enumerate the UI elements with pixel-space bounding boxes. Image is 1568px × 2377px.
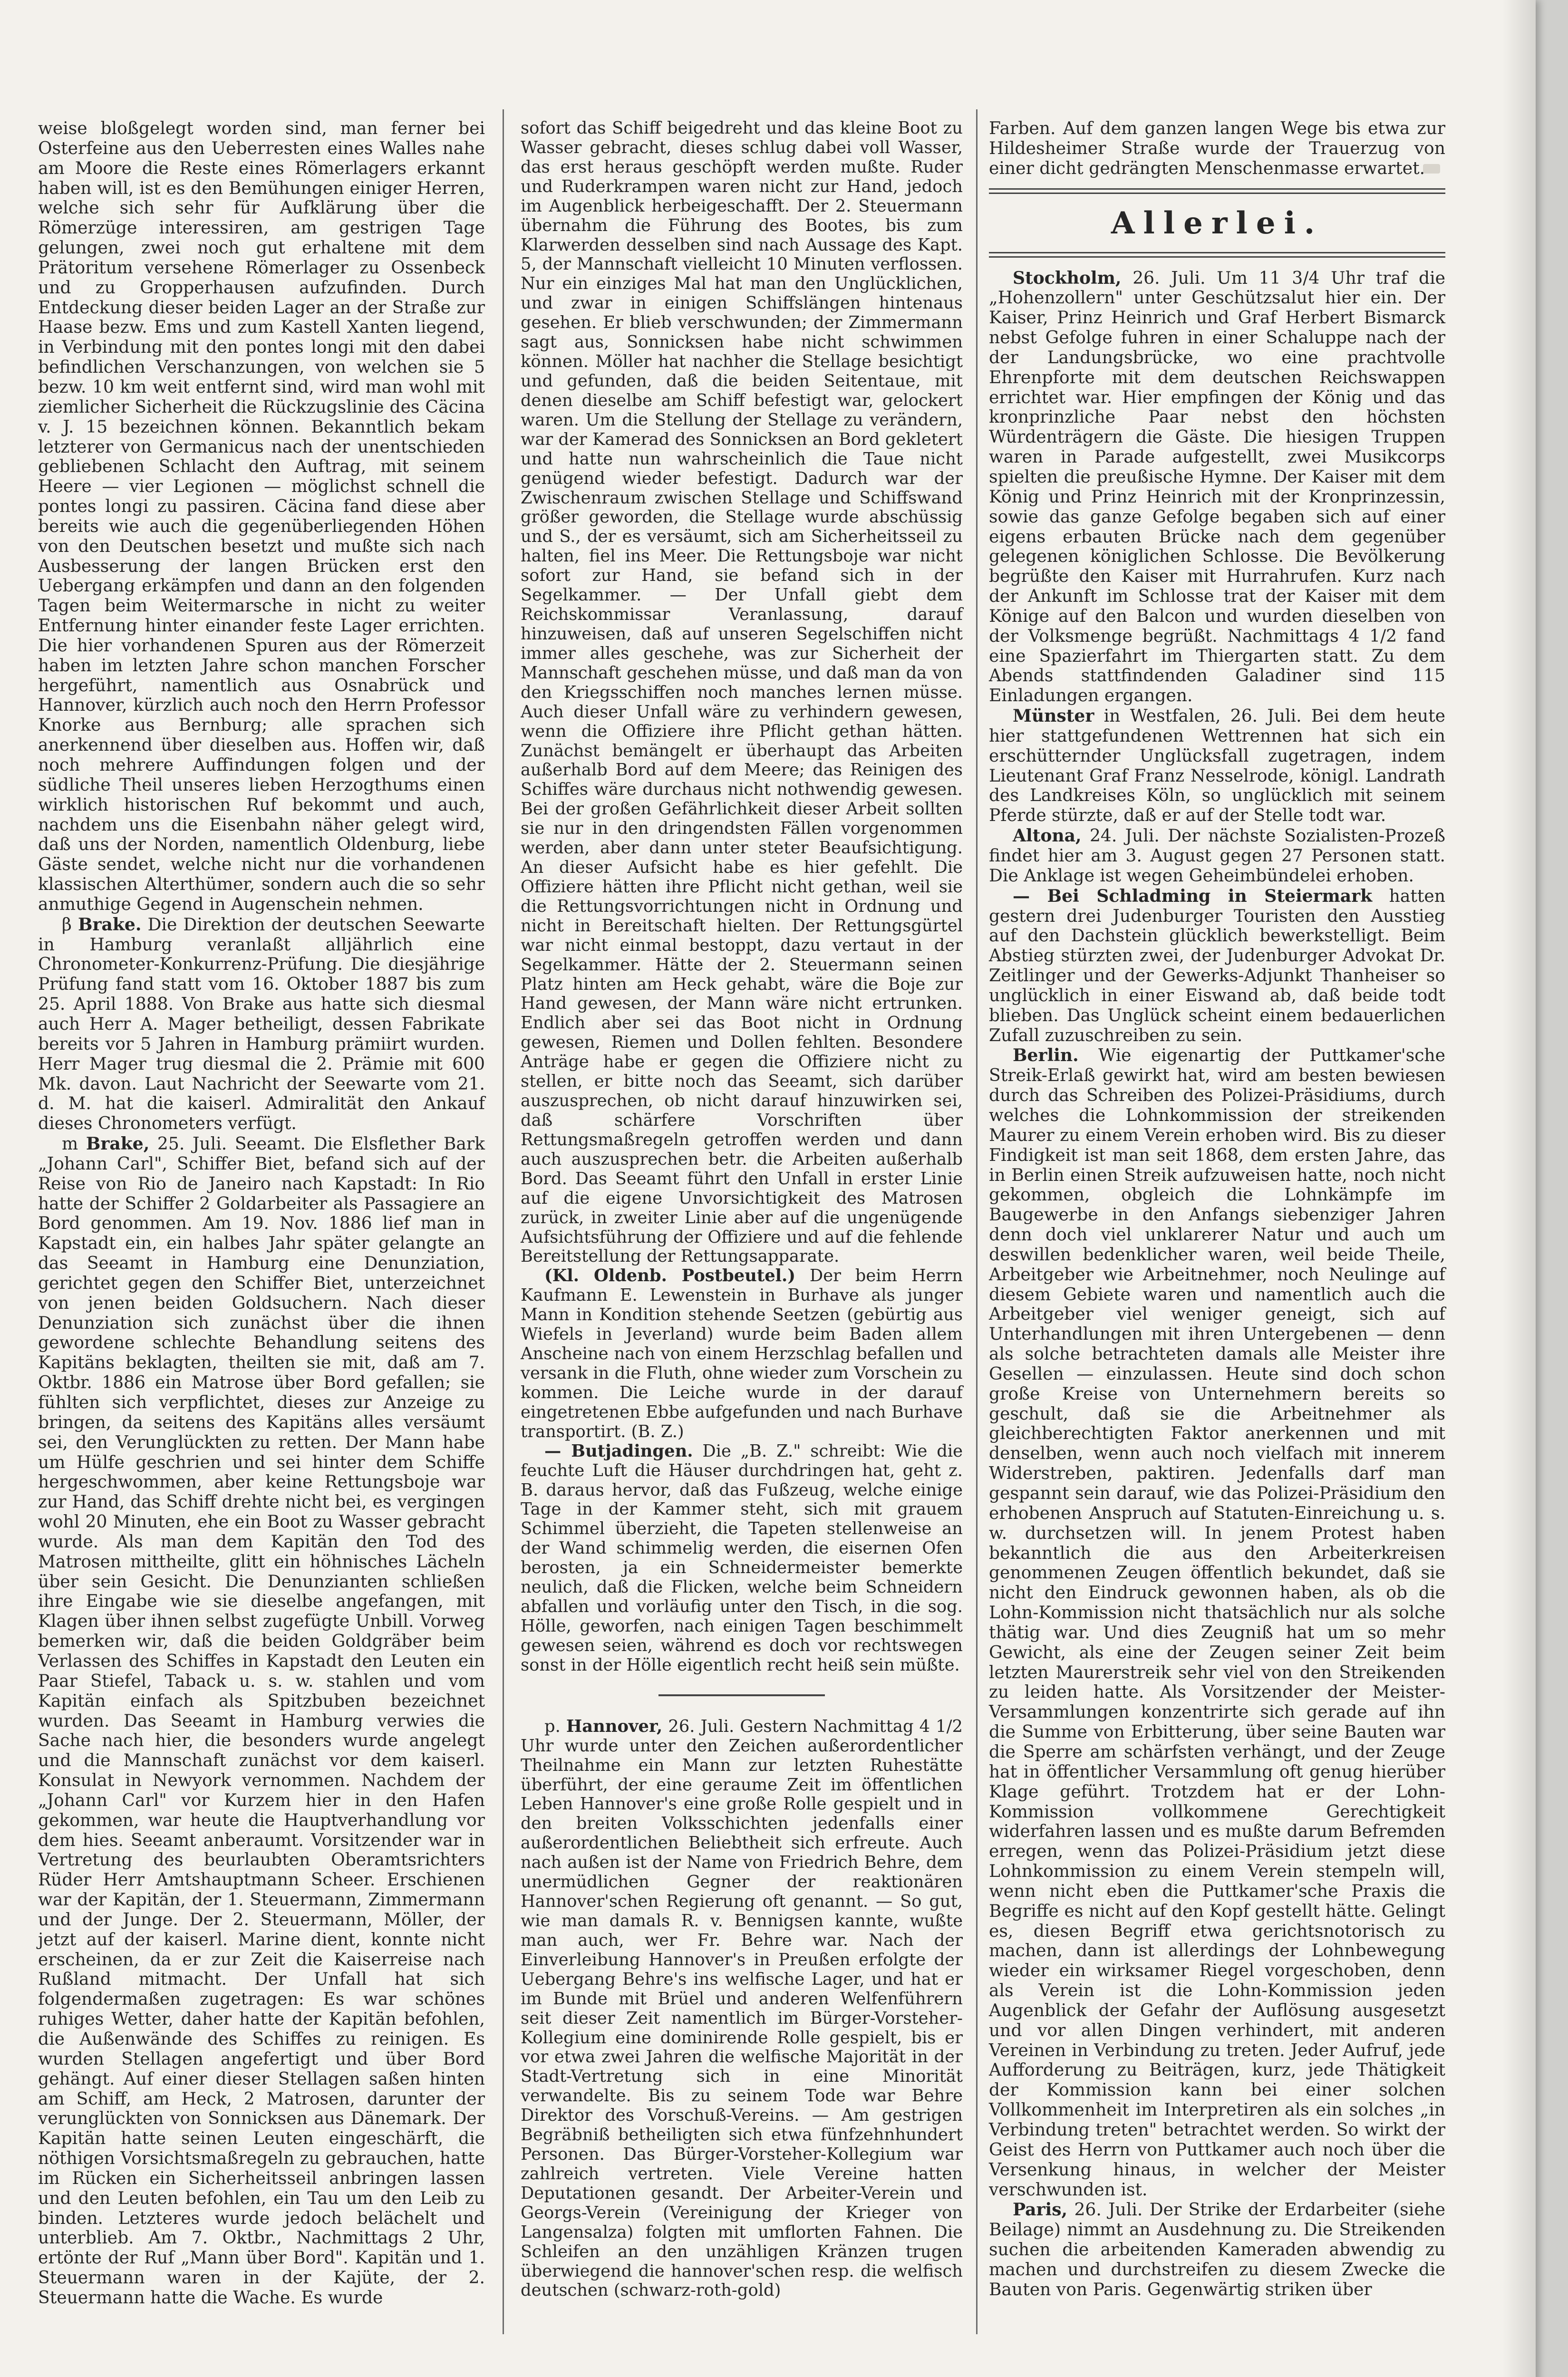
article-body: Die „B. Z." schreibt: Wie die feuchte Luft die Häuser durchdringen hat, geht z. B. daraus hervor, daß das Fußzeug, welche einige Tage in der Kammer steht, sich mit grauem Schimmel überzieht, die Tapeten stellenweise an der Wand schimmelig werden, die eisernen Ofen berosten, ja ein Schneidermeister bemerkte neulich, daß die Flicken, welche beim Schneidern abfallen und vorläufig unter den Tisch, in die sog. Hölle, geworfen, nach einigen Tagen beschimmelt gewesen seien, während es doch vor rechtswegen sonst in der Hölle eigentlich recht heiß sein müßte. (521, 1441, 963, 1675)
article-stockholm (989, 268, 1445, 706)
dateline-brake: Brake, (86, 1133, 150, 1154)
article-seeamt-continued: sofort das Schiff beigedreht und das kleine Boot zu Wasser gebracht, dieses schlug dabei voll Wasser, das erst heraus geschöpft werden mußte. Ruder und Ruderkrampen waren nicht zur Hand, jedoch im Augenblick herbeigeschafft. Der 2. Steuermann übernahm die Führung des Bootes, bis zum Klarwerden desselben sind nach Aussage des Kapt. 5, der Mannschaft vielleicht 10 Minuten verflossen. Nur ein einziges Mal hat man den Unglücklichen, und zwar in einigen Schiffslängen hintenaus gesehen. Er blieb verschwunden; der Zimmermann sagt aus, Sonnicksen habe nicht schwimmen können. Möller hat nachher die Stellage besichtigt und gefunden, daß die beiden Seitentaue, mit denen dieselbe am Schiff befestigt war, gelockert waren. Um die Stellung der Stellage zu verändern, war der Kamerad des Sonnicksen an Bord gekletert und hatte nun wahrscheinlich die Taue nicht genügend wieder befestigt. Dadurch war der Zwischenraum zwischen Stellage und Schiffswand größer geworden, die Stellage wurde abschüssig und S., der es versäumt, sich am Sicherheitsseil zu halten, fiel ins Meer. Die Rettungsboje war nicht sofort zur Hand, sie befand sich in der Segelkammer. — Der Unfall giebt dem Reichskommissar Veranlassung, darauf hinzuweisen, daß auf unseren Segelschiffen nicht immer alles geschehe, was zur Sicherheit der Mannschaft geschehen müsse, und daß man da von den Kriegsschiffen noch manches lernen müsse. Auch dieser Unfall wäre zu verhindern gewesen, wenn die Offiziere ihre Pflicht gethan hätten. Zunächst bemängelt er überhaupt das Arbeiten außerhalb Bord auf dem Meere; das Reinigen des Schiffes wäre durchaus nicht nothwendig gewesen. Bei der großen Gefährlichkeit dieser Arbeit sollten sie nur in den dringendsten Fällen vorgenommen werden, aber dann unter steter Beaufsichtigung. An dieser Aufsicht habe es hier gefehlt. Die Offiziere hätten ihre Pflicht nicht gethan, weil sie die Rettungsvorrichtungen nicht in Ordnung und nicht in Bereitschaft hielten. Der Rettungsgürtel war nicht einmal bestoppt, dazu vertaut in der Segelkammer. Hätte der 2. Steuermann seinen Platz hinten am Heck gehabt, wäre die Boje zur Hand gewesen, der Mann wäre nicht ertrunken. Endlich aber sei das Boot nicht in Ordnung gewesen, Riemen und Dollen fehlten. Besondere Anträge habe er gegen die Offiziere nicht zu stellen, er bitte noch das Seeamt, sich darüber auszusprechen, ob nicht darauf hinzuwirken sei, daß schärfere Vorschriften über Rettungsmaßregeln getroffen werden und dann auch auszusprechen betr. die Arbeiten außerhalb Bord. Das Seeamt führt den Unfall in erster Linie auf die eigene Unvorsichtigkeit des Matrosen zurück, in zweiter Linie aber auf die ungenügende Aufsichtsführung der Offiziere und auf die fehlende Bereitstellung der Rettungsapparate. (521, 118, 963, 1266)
article-body: 26. Juli. Um 11 3/4 Uhr traf die „Hohenzollern" unter Geschützsalut hier ein. Der Kaiser, Prinz Heinrich und Graf Herbert Bismarck nebst Gefolge fuhren in einer Schaluppe nach der der Landungsbrücke, wo eine prachtvolle Ehrenpforte mit dem deutschen Reichswappen errichtet war. Hier empfingen der König und das kronprinzliche Paar nebst den höchsten Würdenträgern die Gäste. Die hiesigen Truppen waren in Parade aufgestellt, zwei Musikcorps spielten die preußische Hymne. Der Kaiser mit dem König und Prinz Heinrich mit der Kronprinzessin, sowie das ganze Gefolge begaben sich auf einer eigens erbauten Brücke nach dem gegenüber gelegenen königlichen Schlosse. Die Bevölkerung begrüßte den Kaiser mit Hurrahrufen. Kurz nach der Ankunft im Schlosse trat der Kaiser mit dem Könige auf den Balcon und wurden dieselben von der Volksmenge begrüßt. Nachmittags 4 1/2 fand eine Spazierfahrt im Thiergarten statt. Zu dem Abends stattfindenden Galadiner sind 115 Einladungen ergangen. (989, 268, 1446, 706)
article-berlin (989, 1045, 1445, 2200)
section-divider-top (989, 188, 1445, 194)
dateline-schladming: — Bei Schladming in Steiermark (1013, 885, 1373, 906)
article-body: Die Direktion der deutschen Seewarte in Hamburg veranlaßt alljährlich eine Chronometer-Konkurrenz-Prüfung. Die diesjährige Prüfung fand statt vom 16. Oktober 1887 bis zum 25. April 1888. Von Brake aus hatte sich diesmal auch Herr A. Mager betheiligt, dessen Fabrikate bereits vor 5 Jahren in Hamburg prämiirt wurden. Herr Mager trug diesmal die 2. Prämie mit 600 Mk. davon. Laut Nachricht der Seewarte vom 21. d. M. hat die kaiserl. Admiralität den Ankauf dieses Chronometers verfügt. (38, 914, 485, 1134)
article-muenster (989, 706, 1445, 826)
dateline-berlin: Berlin. (1013, 1045, 1079, 1066)
dateline-altona: Altona, (1013, 825, 1082, 846)
article-roman-camps-continued: weise bloßgelegt worden sind, man ferner bei Osterfeine aus den Ueberresten eines Walles nahe am Moore die Reste eines Römerlagers erkannt haben will, ist es den Bemühungen einiger Herren, welche sich sehr für Aufklärung über die Römerzüge interessiren, am gestrigen Tage gelungen, zwei noch gut erhaltene mit dem Prätoritum versehene Römerlager zu Ossenbeck und zu Gropperhausen aufzufinden. Durch Entdeckung dieser beiden Lager an der Straße zur Haase bezw. Ems und zum Kastell Xanten liegend, in Verbindung mit den pontes longi mit den dabei befindlichen Verschanzungen, von welchen sie 5 bezw. 10 km weit entfernt sind, wird man wohl mit ziemlicher Sicherheit die Rückzugslinie des Cäcina v. J. 15 bezeichnen können. Bekanntlich bekam letzterer von Germanicus nach der unentschieden gebliebenen Schlacht den Auftrag, mit seinem Heere — vier Legionen — möglichst schnell die pontes longi zu passiren. Cäcina fand diese aber bereits wie auch die gegenüberliegenden Höhen von den Deutschen besetzt und mußte sich nach Ausbesserung der langen Brücken erst den Uebergang erkämpfen und dann an den folgenden Tagen beim Weitermarsche in nicht zu weiter Entfernung hinter einander feste Lager errichten. Die hier vorhandenen Spuren aus der Römerzeit haben im letzten Jahre schon manchen Forscher hergeführt, namentlich aus Osnabrück und Hannover, kürzlich auch noch den Herrn Professor Knorke aus Bernburg; alle sprachen sich anerkennend über dieselben aus. Hoffen wir, daß noch mehrere Auffindungen folgen und der südliche Theil unseres lieben Herzogthums einen wirklich historischen Ruf bekommt und auch, nachdem uns die Eisenbahn näher gelegt wird, daß uns der Norden, namentlich Oldenburg, liebe Gäste sendet, welche nicht nur die vorhandenen klassischen Alterthümer, sondern auch die so sehr anmuthige Gegend in Augenschein nehmen. (38, 118, 485, 914)
column-1 (38, 119, 485, 2308)
article-body: in Westfalen, 26. Juli. Bei dem heute hier stattgefundenen Wettrennen hat sich ein erschütternder Unglücksfall zugetragen, indem Lieutenant Graf Franz Nesselrode, königl. Landrath des Landkreises Köln, so unglücklich mit seinem Pferde stürzte, daß er auf der Stelle todt war. (989, 706, 1445, 826)
column-3 (989, 119, 1445, 2300)
dateline-brake: Brake. (77, 914, 142, 935)
section-title-allerlei: Allerlei. (1111, 205, 1324, 241)
article-body: Wie eigenartig der Puttkamer'sche Streik-Erlaß gewirkt hat, wird am besten bewiesen durch das Schreiben des Polizei-Präsidiums, durch welches die Lohnkommission der streikenden Maurer zu einem Verein erhoben wird. Bis zu dieser Findigkeit ist man seit 1868, dem ersten Jahre, das in Berlin einen Streik aufzuweisen hatte, noch nicht gekommen, obgleich die Lohnkämpfe im Baugewerbe in den Anfangs siebenziger Jahren denn doch viel unklarerer Natur und auch um deswillen bedenklicher waren, weil beide Theile, Arbeitgeber wie Arbeitnehmer, noch Neulinge auf diesem Gebiete waren und namentlich auch die Arbeitgeber viel weniger geneigt, sich auf Unterhandlungen mit ihren Untergebenen — denn als solche betrachteten damals alle Meister ihre Gesellen — einzulassen. Heute sind doch schon große Kreise von Unternehmern bereits so geschult, daß sie die Arbeitnehmer als gleichberechtigten Faktor anerkennen und mit denselben, wenn auch noch vielfach mit innerem Widerstreben, paktiren. Jedenfalls darf man gespannt sein darauf, wie das Polizei-Präsidium den erhobenen Anspruch auf Statuten-Einreichung u. s. w. durchsetzen will. In jenem Protest haben bekanntlich die aus den Arbeiterkreisen genommenen Zeugen öffentlich bekundet, daß sie nicht den Eindruck gewonnen haben, als ob die Lohn-Kommission nicht thatsächlich nur als solche thätig war. Und dies Zeugniß hat um so mehr Gewicht, als eine der Zeugen seiner Zeit beim letzten Maurerstreik sehr viel von den Streikenden zu leiden hatte. Als Vorsitzender der Meister-Versammlungen konzentrirte sich gerade auf ihn die Summe von Erbitterung, über seine Bauten war die Sperre am schärfsten verhängt, und der Zeuge hat in öffentlicher Versammlung oft genug hierüber Klage geführt. Trotzdem hat er der Lohn-Kommission vollkommene Gerechtigkeit widerfahren lassen und es mußte darum Befremden erregen, wenn das Polizei-Präsidium jetzt diese Lohnkommission zu einem Verein stempeln will, wenn nicht eben die Puttkamer'sche Praxis die Begriffe es nicht auf den Kopf gestellt hätte. Gelingt es, diesen Begriff etwa gerichtsnotorisch zu machen, dann ist allerdings der Lohnbewegung wieder ein wirksamer Riegel vorgeschoben, denn als Verein ist die Lohn-Kommission jeden Augenblick der Gefahr der Auflösung ausgesetzt und vor allen Dingen verhindert, mit anderen Vereinen in Verbindung zu treten. Jeder Aufruf, jede Aufforderung zu Beiträgen, kurz, jede Thätigkeit der Kommission kann bei einer solchen Vollkommenheit im Interpretiren als ein solches „in Verbindung treten" betrachtet werden. So wirkt der Geist des Herrn von Puttkamer auch noch über die Versenkung hinaus, in welcher der Meister verschwunden ist. (989, 1045, 1445, 2200)
article-body: hatten gestern drei Judenburger Touristen den Ausstieg auf den Dachstein glücklich bewerkstelligt. Beim Abstieg stürzten zwei, der Judenburger Advokat Dr. Zeitlinger und der Gewerks-Adjunkt Thanheiser so unglücklich in einer Eiswand ab, daß beide todt blieben. Das Unglück scheint einem bedauerlichen Zufall zuzuschreiben zu sein. (989, 886, 1445, 1045)
article-hannover-continued: Farben. Auf dem ganzen langen Wege bis etwa zur Hildesheimer Straße wurde der Trauerzug von einer dicht gedrängten Menschenmasse erwartet. (989, 118, 1445, 178)
dateline-paris: Paris, (1013, 2199, 1068, 2220)
author-mark: p. (544, 1716, 561, 1736)
author-mark: m (62, 1134, 78, 1154)
article-body: 24. Juli. Der nächste Sozialisten-Prozeß findet hier am 3. August gegen 27 Personen statt. Die Anklage ist wegen Geheimbündelei erhoben. (989, 826, 1445, 886)
article-body: 26. Juli. Gestern Nachmittag 4 1/2 Uhr wurde unter den Zeichen außerordentlicher Theilnahme ein Mann zur letzten Ruhestätte überführt, der eine geraume Zeit im öffentlichen Leben Hannover's eine große Rolle gespielt und in den breiten Volksschichten jedenfalls einer außerordentlichen Beliebtheit sich erfreute. Auch nach außen ist der Name von Friedrich Behre, dem unermüdlichen Gegner der reaktionären Hannover'schen Regierung oft genannt. — So gut, wie man damals R. v. Bennigsen kannte, wußte man auch, wer Fr. Behre war. Nach der Einverleibung Hannover's in Preußen erfolgte der Uebergang Behre's ins welfische Lager, und hat er im Bunde mit Brüel und anderen Welfenführern seit dieser Zeit namentlich im Bürger-Vorsteher-Kollegium eine dominirende Rolle gespielt, bis er vor etwa zwei Jahren die welfische Majorität in der Stadt-Vertretung sich in eine Minorität verwandelte. Bis zu seinem Tode war Behre Direktor des Vorschuß-Vereins. — Am gestrigen Begräbniß betheiligten sich etwa fünfzehnhundert Personen. Das Bürger-Vorsteher-Kollegium war zahlreich vertreten. Viele Vereine hatten Deputationen gesandt. Der Arbeiter-Verein und Georgs-Verein (Vereinigung der Krieger von Langensalza) folgten mit umflorten Fahnen. Die Schleifen an den unzähligen Kränzen trugen überwiegend die hannover'schen resp. die welfisch deutschen (schwarz-roth-gold) (521, 1716, 963, 2300)
article-body: 26. Juli. Der Strike der Erdarbeiter (siehe Beilage) nimmt an Ausdehnung zu. Die Streikenden suchen die arbeitenden Kameraden abwendig zu machen und durchstreifen zu diesem Zwecke die Bauten von Paris. Gegenwärtig striken über (989, 2200, 1446, 2300)
article-altona (989, 826, 1445, 886)
dateline-hannover: Hannover, (566, 1716, 663, 1736)
article-body: 25. Juli. Seeamt. Die Elsflether Bark „Johann Carl", Schiffer Biet, befand sich auf der Reise von Rio de Janeiro nach Kapstadt: In Rio hatte der Schiffer 2 Goldarbeiter als Passagiere an Bord genommen. Am 19. Nov. 1886 lief man in Kapstadt ein, ein halbes Jahr später gelangte an das Seeamt in Hamburg eine Denunziation, gerichtet gegen den Schiffer Biet, unterzeichnet von jenen beiden Goldsuchern. Nach dieser Denunziation sich zunächst über die ihnen gewordene schlechte Behandlung seitens des Kapitäns beklagten, theilten sie mit, daß am 7. Oktbr. 1886 ein Matrose über Bord gefallen; sie fühlten sich verpflichtet, dieses zur Anzeige zu bringen, da seitens des Kapitäns alles versäumt sei, den Verunglückten zu retten. Der Mann habe um Hülfe geschrien und sei hinter dem Schiffe hergeschwommen, aber keine Rettungsboje war zur Hand, das Schiff drehte nicht bei, es vergingen wohl 20 Minuten, ehe ein Boot zu Wasser gebracht wurde. Als man dem Kapitän den Tod des Matrosen mittheilte, glitt ein höhnisches Lächeln über sein Gesicht. Die Denunzianten schließen ihre Eingabe wie sie dieselbe angefangen, mit Klagen über ihnen selbst zugefügte Unbill. Vorweg bemerken wir, daß die beiden Goldgräber beim Verlassen des Schiffes in Kapstadt den Leuten ein Paar Stiefel, Taback u. s. w. stahlen und vom Kapitän einfach als Spitzbuben bezeichnet wurden. Das Seeamt in Hamburg verwies die Sache nach hier, die besonders wurde angelegt und die Mannschaft zunächst vor dem kaiserl. Konsulat in Newyork vernommen. Nachdem der „Johann Carl" vor Kurzem hier in den Hafen gekommen, war heute die Hauptverhandlung vor dem hies. Seeamt anberaumt. Vorsitzender war in Vertretung des beurlaubten Oberamtsrichters Rüder Herr Amtshauptmann Scheer. Erschienen war der Kapitän, der 1. Steuermann, Zimmermann und der Junge. Der 2. Steuermann, Möller, der jetzt auf der kaiserl. Marine dient, konnte nicht erscheinen, da er zur Zeit die Kaiserreise nach Rußland mitmacht. Der Unfall hat sich folgendermaßen zugetragen: Es war schönes ruhiges Wetter, daher hatte der Kapitän befohlen, die Außenwände des Schiffes zu reinigen. Es wurden Stellagen angefertigt und über Bord gehängt. Auf einer dieser Stellagen saßen hinten am Schiff, am Heck, 2 Matrosen, darunter der verunglückten von Sonnicksen aus Dänemark. Der Kapitän hatte seinen Leuten eingeschärft, die nöthigen Vorsichtsmaßregeln zu gebrauchen, hatte im Rücken ein Sicherheitsseil anbringen lassen und den Leuten befohlen, ein Tau um den Leib zu binden. Letzteres wurde jedoch belächelt und unterblieb. Am 7. Oktbr., Nachmittags 2 Uhr, ertönte der Ruf „Mann über Bord". Kapitän und 1. Steuermann waren in der Kajüte, der 2. Steuermann hatte die Wache. Es wurde (38, 1134, 485, 2308)
article-butjadingen (521, 1442, 963, 1675)
source-postbeutel: (Kl. Oldenb. Postbeutel.) (544, 1266, 796, 1286)
column-2 (521, 119, 963, 2300)
article-brake-chronometer (38, 915, 485, 1134)
page-edge-shadow (1502, 0, 1536, 2377)
dateline-muenster: Münster (1013, 705, 1094, 726)
column-rule-right (976, 109, 978, 2334)
article-hannover (521, 1717, 963, 2301)
article-schladming (989, 886, 1445, 1046)
article-paris (989, 2200, 1445, 2300)
column-rule-left (503, 109, 504, 2334)
dateline-butjadingen: — Butjadingen. (544, 1441, 693, 1461)
section-divider-bottom (989, 252, 1445, 258)
article-body: Der beim Herrn Kaufmann E. Lewenstein in Burhave als junger Mann in Kondition stehende Seetzen (gebürtig aus Wiefels in Jeverland) wurde beim Baden allem Anscheine nach von einem Herzschlag befallen und versank in die Fluth, ohne wieder zum Vorschein zu kommen. Die Leiche wurde in der darauf eingetretenen Ebbe aufgefunden und nach Burhave transportirt. (B. Z.) (521, 1266, 963, 1441)
author-mark: β (62, 914, 72, 935)
article-brake-seeamt (38, 1134, 485, 2308)
dateline-stockholm: Stockholm, (1013, 267, 1122, 288)
section-divider (658, 1694, 825, 1696)
article-burhave (521, 1266, 963, 1441)
